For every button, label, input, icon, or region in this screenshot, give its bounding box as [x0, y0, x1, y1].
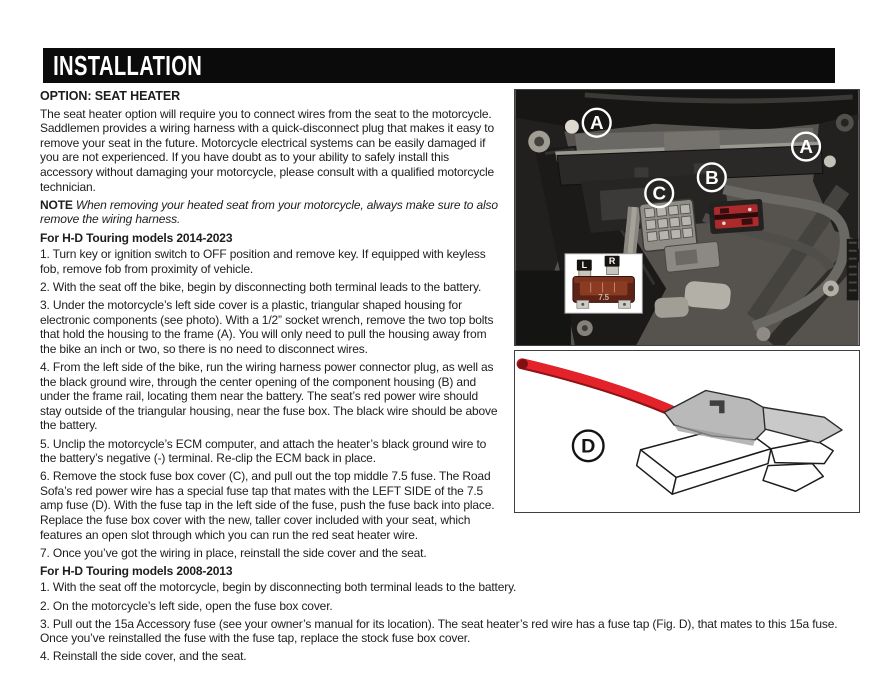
step-2014-6: 6. Remove the stock fuse box cover (C), and pull out the top middle 7.5 fuse. The Road Sofa’s red power wire has a special fuse tap that mates with the LEFT SIDE of the 7.5 amp fuse (D). With the fuse tap in the left side of the fuse, push the fuse back into place. Replace the fuse box cover with the new, taller cover included with your seat, which features an open slot through which you can run the red seat heater wire.	[40, 469, 495, 542]
callout-d-label: D	[581, 435, 596, 458]
fuse-right-blade-label: R	[608, 256, 616, 267]
step-2014-3: 3. Under the motorcycle’s left side cover is a plastic, triangular shaped housing for electronic components (see photo). With a 1/2” socket wrench, remove the two top bolts that hold the housing to the frame (A). You will only need to pull the housing away from the bike an inch or two, so there is no need to disconnect wires.	[40, 298, 494, 356]
intro-paragraph: The seat heater option will require you to connect wires from the seat to the motorcycle. Saddlemen provides a wiring harness with a quick-disconnect plug that makes it easy to remove your seat in the future. Motorcycle electrical systems can be easily damaged if you are not experienced. If you have doubt as to your ability to safely install this accessory without damaging your motorcycle, please consult with a qualified motorcycle technician.	[40, 106, 495, 194]
callout-a1-label: A	[589, 112, 604, 134]
fuse-inset	[565, 254, 642, 314]
fuse-tap-illustration	[515, 351, 859, 512]
step-2008-2: 2. On the motorcycle’s left side, open the fuse box cover.	[40, 598, 333, 613]
callout-a2-label: A	[799, 136, 813, 158]
step-2014-2: 2. With the seat off the bike, begin by disconnecting both terminal leads to the battery.	[40, 280, 482, 295]
section-heading-2008-2013: For H-D Touring models 2008-2013	[40, 563, 233, 578]
option-heading: OPTION: SEAT HEATER	[40, 89, 181, 103]
step-2014-5: 5. Unclip the motorcycle’s ECM computer, and attach the heater’s black ground wire to the battery’s negative (-) terminal. Re-clip the ECM back in place.	[40, 436, 487, 466]
section-heading-2014-2023: For H-D Touring models 2014-2023	[40, 230, 233, 245]
note-label: NOTE	[40, 197, 73, 212]
fuse-amp-label: 7.5	[598, 292, 609, 302]
red-connector-illustration	[708, 199, 764, 234]
installation-header-bar	[43, 48, 835, 83]
motorcycle-photo-illustration	[515, 90, 859, 345]
step-2008-3: 3. Pull out the 15a Accessory fuse (see your owner’s manual for its location). The seat heater’s red wire has a fuse tap (Fig. D), that mates to this 15a fuse. Once you’ve reinstalled the fuse with the fuse tap, replace the stock fuse box cover.	[40, 616, 838, 646]
diagram-fuse-tap	[514, 350, 860, 513]
figure-column	[514, 89, 860, 513]
step-2008-1: 1. With the seat off the motorcycle, begin by disconnecting both terminal leads to the battery.	[40, 580, 517, 595]
page-title: INSTALLATION	[53, 49, 203, 81]
photo-component-housing	[514, 89, 860, 346]
callout-b-label: B	[705, 166, 719, 188]
instruction-content	[40, 89, 860, 667]
step-2014-7: 7. Once you’ve got the wiring in place, reinstall the side cover and the seat.	[40, 545, 427, 560]
step-2014-1: 1. Turn key or ignition switch to OFF position and remove key. If equipped with keyless fob, remove fob from proximity of vehicle.	[40, 247, 486, 277]
step-2008-4: 4. Reinstall the side cover, and the seat.	[40, 649, 247, 664]
step-2014-4: 4. From the left side of the bike, run the wiring harness power connector plug, as well as the black ground wire, through the center opening of the component housing (B) and under the frame rail, locating them near the battery. The seat’s red power wire should stay outside of the triangular housing, near the fuse box. The black wire should be above the battery.	[40, 360, 498, 433]
callout-c-label: C	[652, 182, 666, 204]
fuse-left-blade-label: L	[581, 260, 587, 271]
note-text: When removing your heated seat from your motorcycle, always make sure to also remove the wiring harness.	[40, 197, 498, 227]
